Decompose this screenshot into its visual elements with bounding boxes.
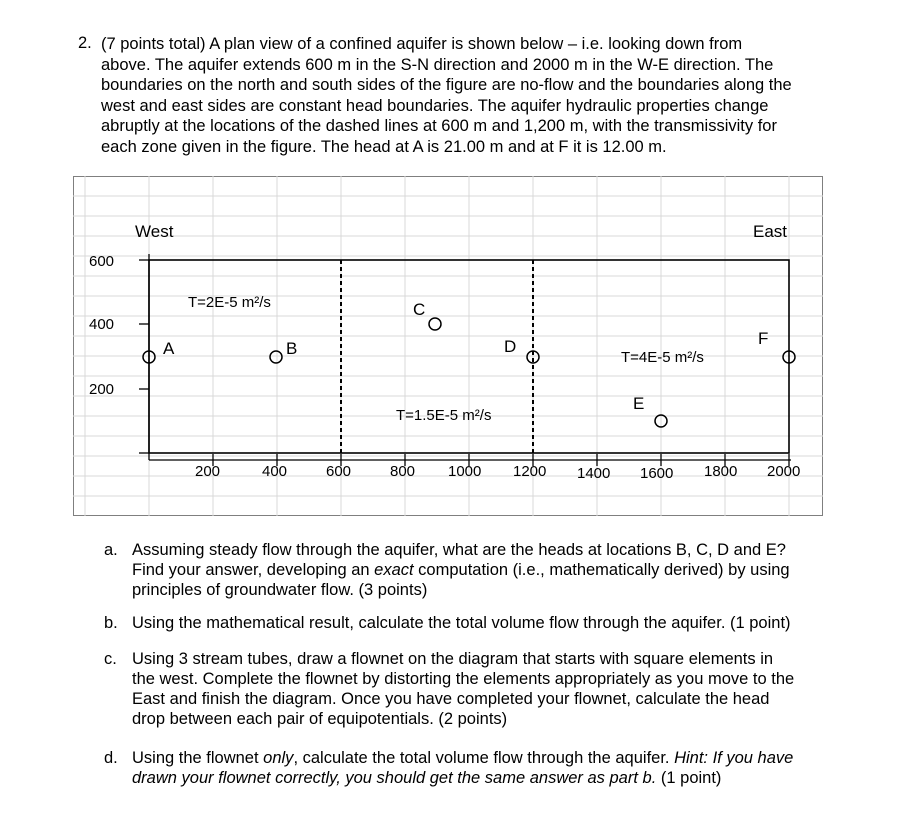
emphasis-hint: drawn your flownet correctly, you should get the same answer as part b. — [132, 769, 657, 787]
x-tick-label: 1600 — [640, 465, 674, 482]
x-tick-label: 200 — [195, 463, 221, 480]
x-tick-label: 1000 — [448, 463, 482, 480]
point-d-label: D — [504, 337, 517, 356]
x-tick-label: 1200 — [513, 463, 547, 480]
part-letter: d. — [104, 749, 118, 767]
part-text-line: Using 3 stream tubes, draw a flownet on the diagram that starts with square elements in — [132, 650, 774, 668]
part-letter: c. — [104, 650, 117, 668]
part-text-line: Find your answer, developing an exact computation (i.e., mathematically derived) by using — [132, 561, 790, 579]
point-a-label: A — [163, 339, 175, 358]
east-label: East — [753, 222, 788, 241]
y-tick-label: 600 — [89, 253, 115, 270]
aquifer-figure — [73, 176, 823, 516]
intro-line: above. The aquifer extends 600 m in the S-N direction and 2000 m in the W-E direction. The — [101, 55, 774, 74]
part-text-line: East and finish the diagram. Once you have completed your flownet, calculate the head — [132, 690, 770, 708]
west-label: West — [135, 222, 174, 241]
part-b — [104, 613, 864, 633]
part-d — [104, 748, 864, 788]
x-tick-label: 800 — [390, 463, 416, 480]
part-text-line: Using the flownet only, calculate the total volume flow through the aquifer. Hint: If you have — [132, 749, 794, 767]
intro-line: abruptly at the locations of the dashed lines at 600 m and 1,200 m, with the transmissivity for — [101, 117, 777, 135]
zone-west-transmissivity: T=2E-5 m²/s — [188, 294, 271, 311]
aquifer-plan-view — [73, 176, 823, 516]
zone-east-transmissivity: T=4E-5 m²/s — [621, 349, 704, 366]
point-e-label: E — [633, 394, 645, 413]
part-a — [104, 540, 864, 600]
point-b-label: B — [286, 339, 298, 358]
intro-line: (7 points total) A plan view of a confined aquifer is shown below – i.e. looking down from — [101, 35, 743, 53]
part-letter: b. — [104, 614, 118, 632]
intro-line: west and east sides are constant head boundaries. The aquifer hydraulic properties change — [101, 96, 769, 115]
question-parts — [104, 540, 864, 788]
part-letter: a. — [104, 541, 118, 559]
x-tick-label: 1400 — [577, 465, 611, 482]
emphasis-hint: Hint: If you have — [674, 749, 794, 767]
x-tick-label: 400 — [262, 463, 288, 480]
x-tick-label: 600 — [326, 463, 352, 480]
part-text-line: Using the mathematical result, calculate the total volume flow through the aquifer. (1 point) — [132, 614, 791, 632]
y-tick-label: 200 — [89, 381, 115, 398]
part-text-line: the west. Complete the flownet by distorting the elements appropriately as you move to the — [132, 670, 795, 688]
point-c-label: C — [413, 300, 426, 319]
x-tick-label: 1800 — [704, 463, 738, 480]
x-tick-label: 2000 — [767, 463, 801, 480]
intro-line: each zone given in the figure. The head at A is 21.00 m and at F it is 12.00 m. — [101, 137, 667, 156]
emphasis-exact: exact — [374, 561, 414, 579]
point-f-label: F — [758, 329, 769, 348]
y-tick-label: 400 — [89, 316, 115, 333]
intro-line: boundaries on the north and south sides of the figure are no-flow and the boundaries along the — [101, 76, 792, 94]
part-text-line: drop between each pair of equipotentials. (2 points) — [132, 710, 508, 728]
question-intro — [101, 34, 861, 157]
zone-middle-transmissivity: T=1.5E-5 m²/s — [396, 407, 492, 424]
part-text-line: Assuming steady flow through the aquifer, what are the heads at locations B, C, D and E? — [132, 541, 786, 559]
part-text-line: principles of groundwater flow. (3 points) — [132, 581, 428, 599]
question-number: 2. — [78, 34, 92, 52]
part-c — [104, 649, 864, 729]
part-text-line: drawn your flownet correctly, you should get the same answer as part b. (1 point) — [132, 769, 722, 787]
emphasis-only: only — [263, 749, 294, 767]
